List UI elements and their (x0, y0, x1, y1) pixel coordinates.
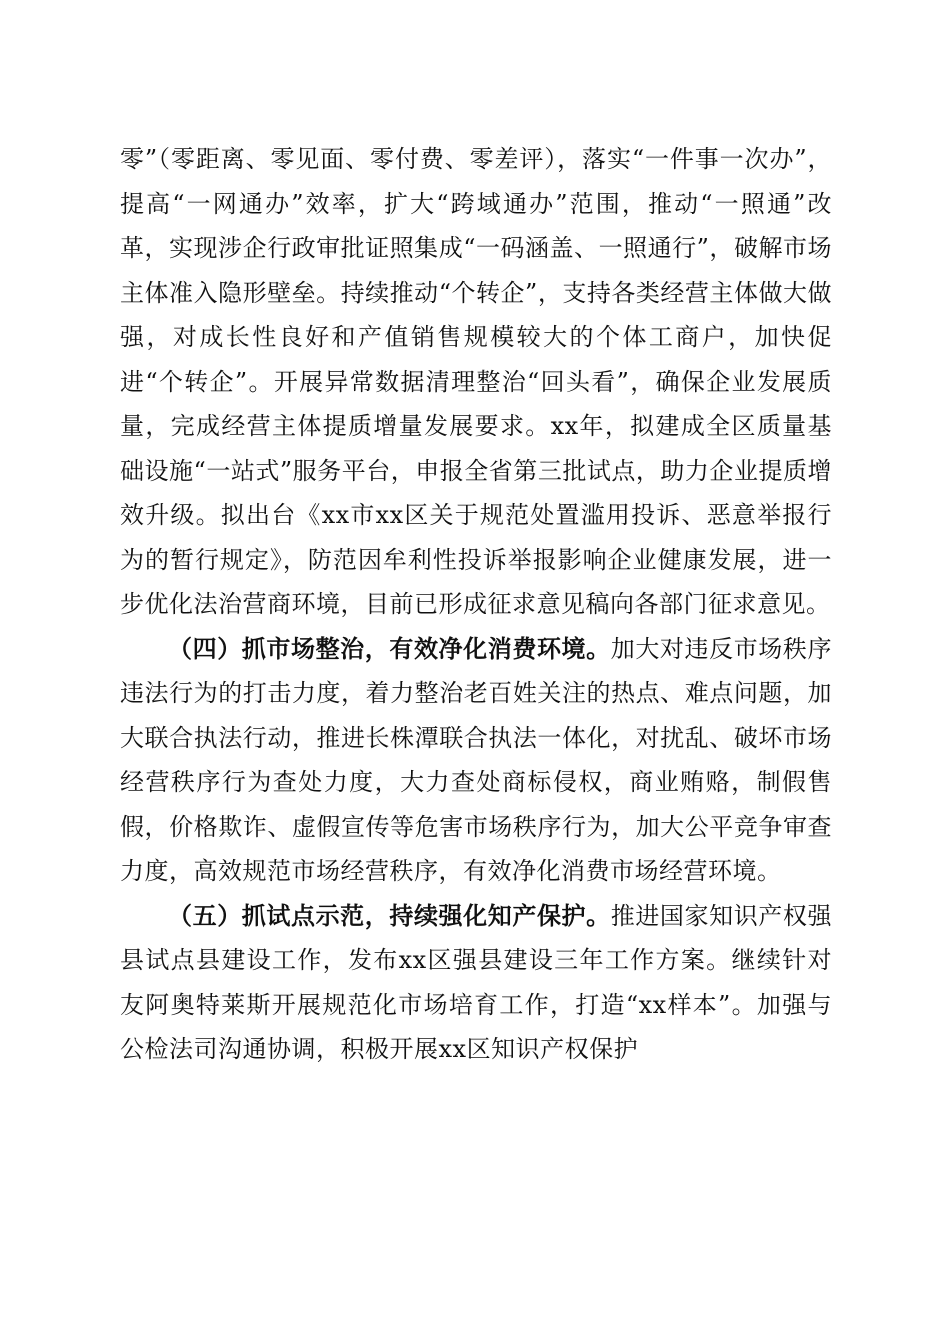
paragraph-text: 零”（零距离、零见面、零付费、零差评），落实“一件事一次办”，提高“一网通办”效率，扩大“跨域通办”范围，推动“一照通”改革，实现涉企行政审批证照集成“一码涵盖、一照通行”，破解市场主体准入隐形壁垒。持续推动“个转企”，支持各类经营主体做大做强，对成长性良好和产值销售规模较大的个体工商户，加快促进“个转企”。开展异常数据清理整治“回头看”，确保企业发展质量，完成经营主体提质增量发展要求。xx年，拟建成全区质量基础设施“一站式”服务平台，申报全省第三批试点，助力企业提质增效升级。拟出台《xx市xx区关于规范处置滥用投诉、恶意举报行为的暂行规定》，防范因牟利性投诉举报影响企业健康发展，进一步优化法治营商环境，目前已形成征求意见稿向各部门征求意见。 (120, 145, 832, 618)
section-heading: （四）抓市场整治，有效净化消费环境。 (168, 633, 611, 663)
paragraph-text: 加大对违反市场秩序违法行为的打击力度，着力整治老百姓关注的热点、难点问题，加大联合执法行动，推进长株潭联合执法一体化，对扰乱、破坏市场经营秩序行为查处力度，大力查处商标侵权，商业贿赂，制假售假，价格欺诈、虚假宣传等危害市场秩序行为，加大公平竞争审查力度，高效规范市场经营秩序，有效净化消费市场经营环境。 (120, 634, 833, 885)
section-heading: （五）抓试点示范，持续强化知产保护。 (168, 900, 611, 930)
paragraph-section-5 (120, 894, 832, 1072)
paragraph-section-4 (120, 627, 832, 894)
paragraph-continuation (120, 137, 832, 627)
document-body (120, 137, 832, 1072)
paragraph-text: 推进国家知识产权强县试点县建设工作，发布xx区强县建设三年工作方案。继续针对友阿奥特莱斯开展规范化市场培育工作，打造“xx样本”。加强与公检法司沟通协调，积极开展xx区知识产权保护 (120, 901, 833, 1063)
